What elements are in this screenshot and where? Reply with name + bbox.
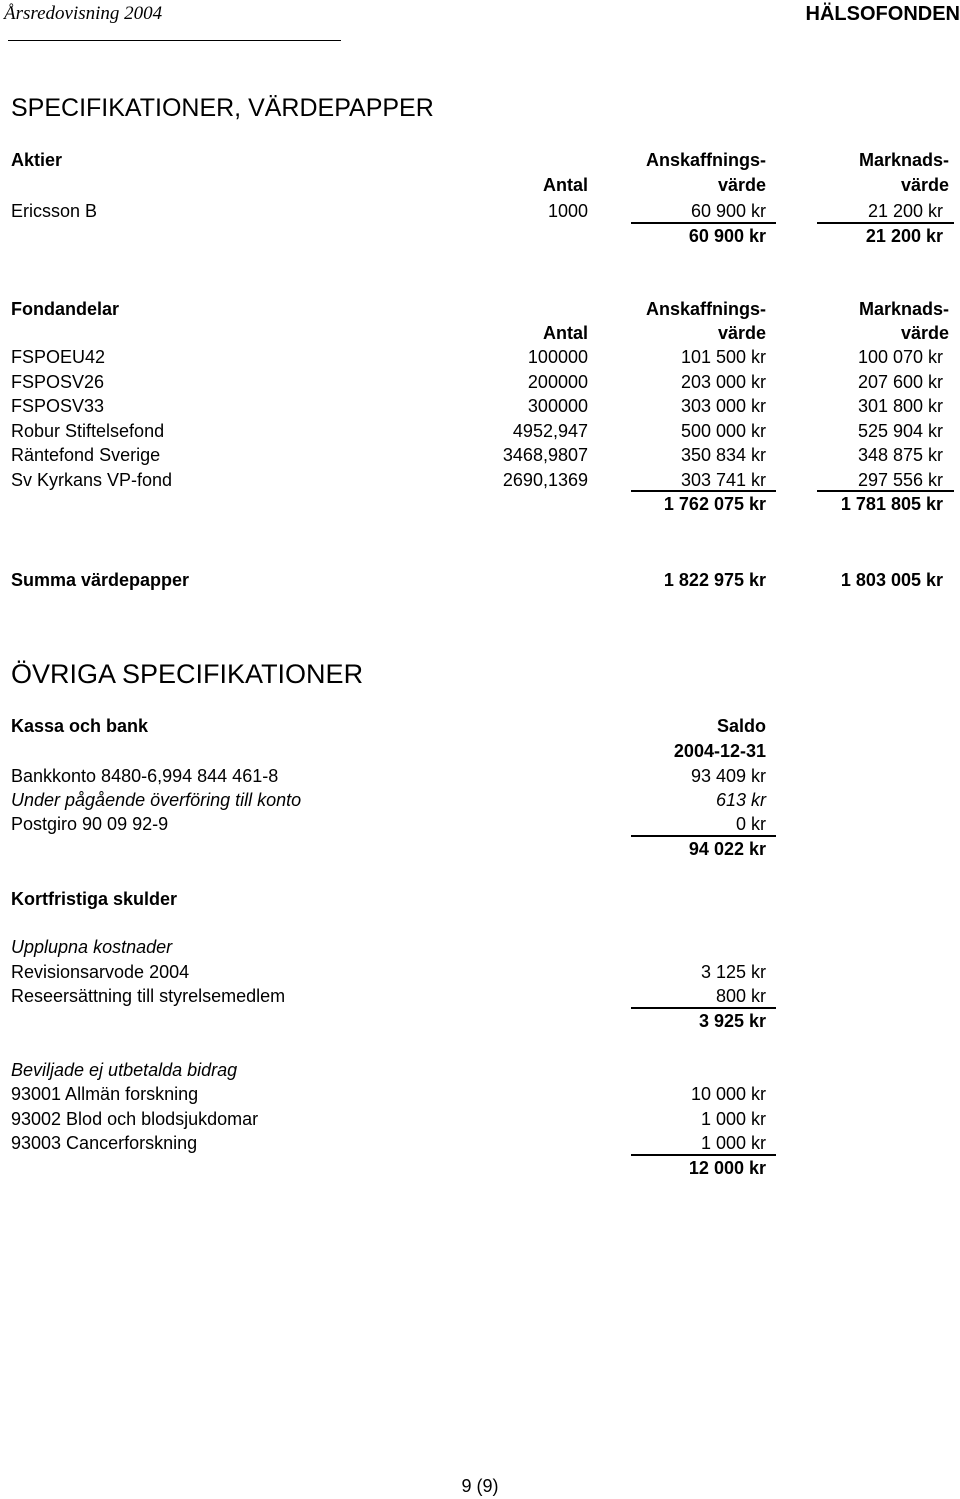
kassa-row-name: Postgiro 90 09 92-9 [11,814,169,834]
fond-total-mark: 1 781 805 kr [840,494,943,514]
fond-row-ansk: 303 741 kr [680,470,766,490]
fond-row-mark: 348 875 kr [857,445,943,465]
fond-row-mark: 297 556 kr [857,470,943,490]
kassa-col-saldo: Saldo [716,716,766,736]
fond-row-antal: 200000 [527,372,588,392]
fondandelar-col-mark-line1: Marknads- [858,299,949,319]
fond-row-mark: 100 070 kr [857,347,943,367]
fond-row-name: Räntefond Sverige [11,445,161,465]
section-title-vardepapper: SPECIFIKATIONER, VÄRDEPAPPER [11,94,434,122]
page-number: 9 (9) [461,1476,499,1496]
aktier-row-antal: 1000 [547,201,588,221]
aktier-total-mark: 21 200 kr [865,226,943,246]
fond-row-antal: 3468,9807 [502,445,588,465]
kortfristiga-heading: Kortfristiga skulder [11,889,178,909]
kassa-heading: Kassa och bank [11,716,149,736]
section-title-ovriga: ÖVRIGA SPECIFIKATIONER [11,659,364,689]
bidrag-heading: Beviljade ej utbetalda bidrag [11,1060,238,1080]
kassa-row-name: Under pågående överföring till konto [11,790,302,810]
fond-row-antal: 100000 [527,347,588,367]
kassa-col-date: 2004-12-31 [673,741,766,761]
bidrag-row-name: 93002 Blod och blodsjukdomar [11,1109,259,1129]
fond-row-name: FSPOEU42 [11,347,106,367]
fondandelar-heading: Fondandelar [11,299,120,319]
aktier-col-mark-line2: värde [900,175,949,195]
header-title: Årsredovisning 2004 [4,3,163,24]
fondandelar-col-antal: Antal [543,323,588,343]
upplupna-row-name: Reseersättning till styrelsemedlem [11,986,286,1006]
summa-ansk: 1 822 975 kr [663,570,766,590]
fond-row-mark: 525 904 kr [857,421,943,441]
kassa-row-value: 613 kr [715,790,766,810]
fond-row-name: Robur Stiftelsefond [11,421,165,441]
aktier-col-ansk-line1: Anskaffnings- [645,150,766,170]
upplupna-heading: Upplupna kostnader [11,937,173,957]
kassa-row-value: 93 409 kr [690,766,766,786]
bidrag-row-value: 10 000 kr [690,1084,766,1104]
aktier-col-mark-line1: Marknads- [858,150,949,170]
upplupna-row-name: Revisionsarvode 2004 [11,962,190,982]
aktier-row-ansk: 60 900 kr [690,201,766,221]
fond-row-ansk: 500 000 kr [680,421,766,441]
fond-row-ansk: 303 000 kr [680,396,766,416]
fond-row-antal: 4952,947 [512,421,588,441]
upplupna-row-value: 3 125 kr [700,962,766,982]
fondandelar-col-ansk-line2: värde [717,323,766,343]
header-rule [8,40,341,41]
aktier-row-name: Ericsson B [11,201,98,221]
header-organization: HÄLSOFONDEN [805,3,960,25]
fond-row-ansk: 203 000 kr [680,372,766,392]
aktier-col-antal: Antal [543,175,588,195]
fondandelar-col-mark-line2: värde [900,323,949,343]
fond-row-ansk: 101 500 kr [680,347,766,367]
upplupna-total: 3 925 kr [698,1011,766,1031]
aktier-total-ansk: 60 900 kr [688,226,766,246]
fond-row-name: Sv Kyrkans VP-fond [11,470,173,490]
aktier-col-ansk-line2: värde [717,175,766,195]
fondandelar-col-ansk-line1: Anskaffnings- [645,299,766,319]
fond-row-ansk: 350 834 kr [680,445,766,465]
fond-row-mark: 207 600 kr [857,372,943,392]
upplupna-row-value: 800 kr [715,986,766,1006]
fond-row-name: FSPOSV33 [11,396,105,416]
bidrag-total: 12 000 kr [688,1158,766,1178]
kassa-total: 94 022 kr [688,839,766,859]
bidrag-row-name: 93003 Cancerforskning [11,1133,198,1153]
aktier-heading: Aktier [11,150,63,170]
fond-row-antal: 2690,1369 [502,470,588,490]
fond-row-mark: 301 800 kr [857,396,943,416]
aktier-row-mark: 21 200 kr [867,201,943,221]
bidrag-row-name: 93001 Allmän forskning [11,1084,199,1104]
kassa-row-value: 0 kr [735,814,766,834]
summa-label: Summa värdepapper [11,570,190,590]
fond-row-name: FSPOSV26 [11,372,105,392]
bidrag-row-value: 1 000 kr [700,1109,766,1129]
fond-row-antal: 300000 [527,396,588,416]
kassa-row-name: Bankkonto 8480-6,994 844 461-8 [11,766,279,786]
bidrag-row-value: 1 000 kr [700,1133,766,1153]
summa-mark: 1 803 005 kr [840,570,943,590]
fond-total-ansk: 1 762 075 kr [663,494,766,514]
